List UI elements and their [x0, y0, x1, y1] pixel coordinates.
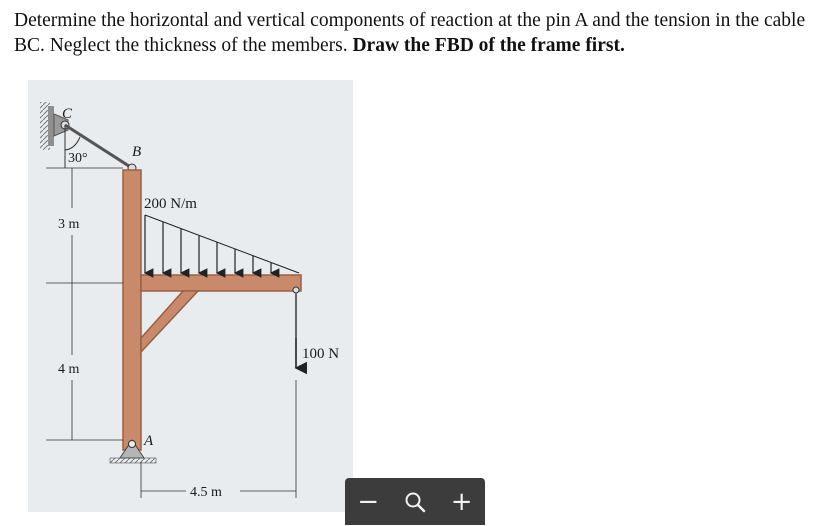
- search-icon: [404, 491, 426, 513]
- problem-text: Determine the horizontal and vertical components of reaction at the pin A and the tension in the cable BC. Neglect the thickness of the members.: [14, 10, 806, 56]
- horizontal-beam: [141, 275, 301, 291]
- vertical-member: [123, 170, 141, 450]
- dimension-upper-label: 3 m: [58, 217, 80, 232]
- label-a: A: [144, 433, 154, 449]
- zoom-out-button[interactable]: −: [357, 486, 380, 517]
- problem-emphasis: Draw the FBD of the frame first.: [352, 35, 625, 56]
- distributed-load-label: 200 N/m: [144, 196, 197, 212]
- angle-label: 30°: [68, 151, 88, 166]
- label-b: B: [132, 144, 142, 160]
- label-c: C: [62, 106, 73, 122]
- frame-figure: [28, 80, 358, 520]
- point-load-label: 100 N: [302, 346, 340, 362]
- zoom-in-button[interactable]: +: [450, 486, 473, 517]
- zoom-toolbar: [345, 478, 485, 525]
- frame-diagram: [28, 80, 358, 515]
- zoom-reset-button[interactable]: [395, 482, 435, 522]
- problem-statement: [14, 8, 824, 58]
- dimension-horizontal-label: 4.5 m: [190, 485, 222, 500]
- dimension-lower-label: 4 m: [58, 362, 80, 377]
